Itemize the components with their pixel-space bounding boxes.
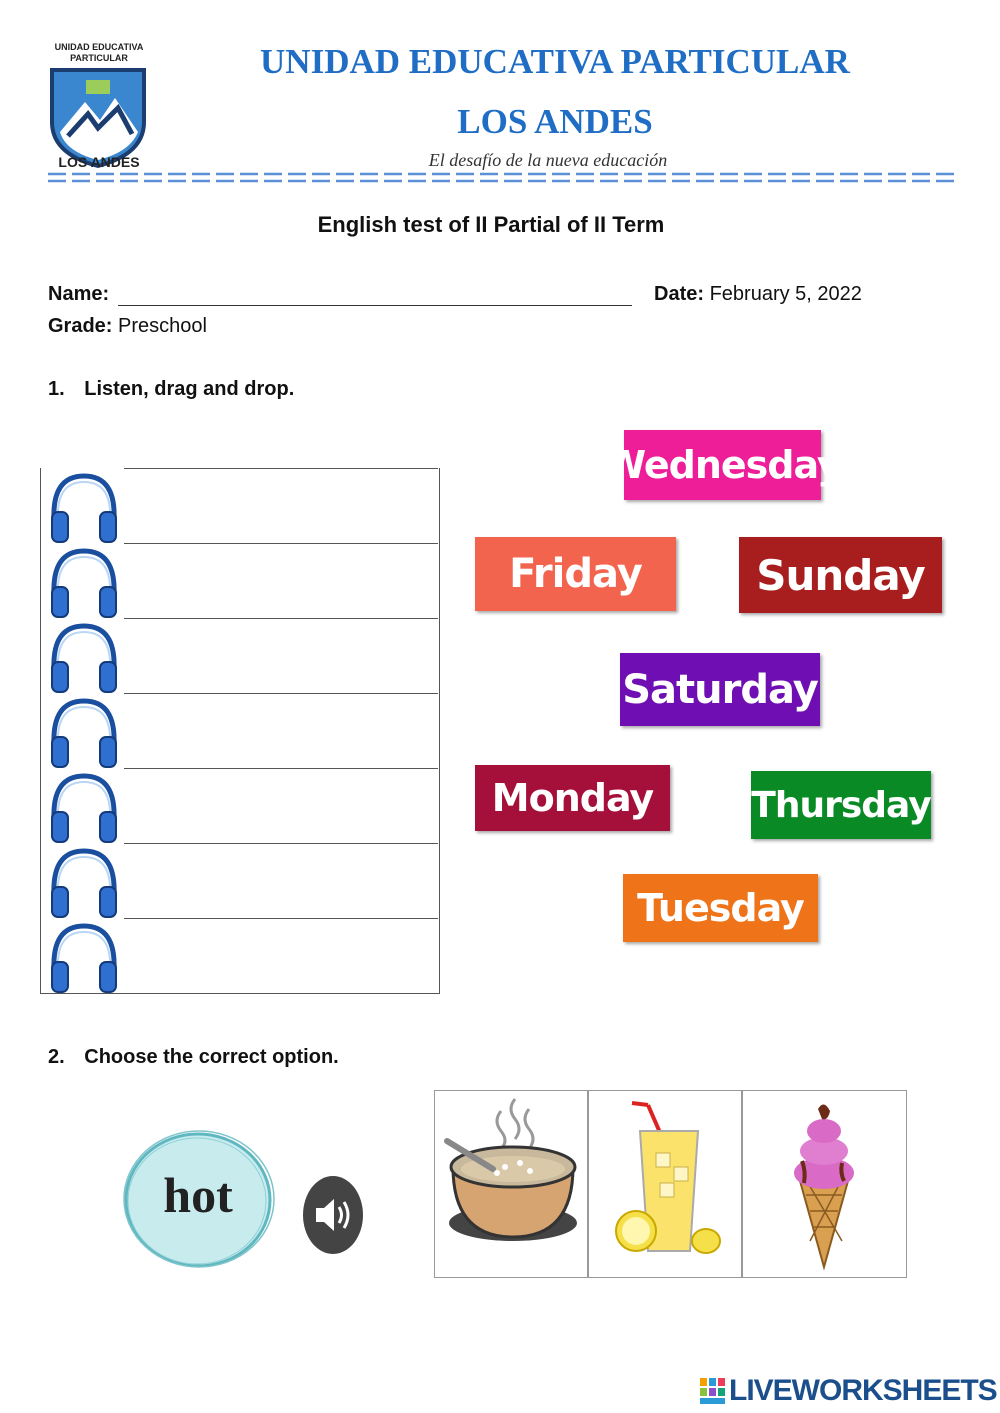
drop-zone[interactable] <box>124 768 438 844</box>
answer-row <box>40 618 438 693</box>
option-ice-cream[interactable] <box>741 1090 907 1278</box>
date-field <box>654 283 862 306</box>
question-1-number: 1. <box>48 378 65 400</box>
grade-field <box>48 315 207 338</box>
liveworksheets-logo-icon <box>700 1376 726 1406</box>
question-2-text: Choose the correct option. <box>84 1046 339 1068</box>
school-name-line1: UNIDAD EDUCATIVA PARTICULAR <box>260 42 850 81</box>
answer-row <box>40 468 438 543</box>
soup-image-icon <box>435 1091 588 1277</box>
question-2-number: 2. <box>48 1046 65 1068</box>
day-card-friday[interactable] <box>475 537 676 611</box>
footer-brand-text: LIVEWORKSHEETS <box>729 1374 997 1407</box>
header-dashed-divider <box>48 171 960 185</box>
name-input-line[interactable] <box>118 305 632 306</box>
answer-row <box>40 768 438 843</box>
day-card-sunday[interactable] <box>739 537 942 613</box>
option-soup[interactable] <box>434 1090 589 1278</box>
audio-button[interactable] <box>302 1175 364 1255</box>
day-card-label: Wednesday <box>604 443 841 487</box>
day-card-label: Saturday <box>622 666 818 713</box>
speaker-icon <box>302 1175 364 1255</box>
logo-top-text: UNIDAD EDUCATIVA PARTICULAR <box>54 42 144 63</box>
name-label: Name: <box>48 283 110 305</box>
day-card-label: Sunday <box>756 550 925 600</box>
answer-row <box>40 918 438 993</box>
headphones-icon[interactable] <box>44 843 124 919</box>
date-label: Date: <box>654 283 705 305</box>
question-2 <box>48 1046 339 1069</box>
name-field <box>48 283 109 306</box>
drop-zone[interactable] <box>124 468 438 544</box>
logo-bottom-text: LOS ANDES <box>58 154 140 170</box>
answer-row <box>40 693 438 768</box>
headphones-icon[interactable] <box>44 918 124 994</box>
day-card-label: Tuesday <box>637 886 804 930</box>
word-circle <box>120 1128 276 1272</box>
day-card-label: Thursday <box>751 784 931 826</box>
day-card-label: Friday <box>509 551 642 597</box>
drop-zone[interactable] <box>124 693 438 769</box>
day-card-monday[interactable] <box>475 765 670 831</box>
day-card-saturday[interactable] <box>620 653 820 726</box>
drop-zone[interactable] <box>124 543 438 619</box>
word-hot: hot <box>163 1167 233 1223</box>
day-card-thursday[interactable] <box>751 771 931 839</box>
lemonade-image-icon <box>588 1091 742 1277</box>
option-lemonade[interactable] <box>587 1090 743 1278</box>
drop-zone[interactable] <box>124 918 438 994</box>
footer-brand <box>700 1374 997 1408</box>
grade-label: Grade: <box>48 315 113 337</box>
question-1-text: Listen, drag and drop. <box>84 378 295 400</box>
question-1 <box>48 378 294 401</box>
grade-value: Preschool <box>118 315 207 337</box>
headphones-icon[interactable] <box>44 618 124 694</box>
day-card-wednesday[interactable] <box>604 430 841 500</box>
answer-row <box>40 543 438 618</box>
test-title: English test of II Partial of II Term <box>317 212 665 237</box>
headphones-icon[interactable] <box>44 693 124 769</box>
headphones-icon[interactable] <box>44 768 124 844</box>
date-value: February 5, 2022 <box>709 283 862 305</box>
drop-zone[interactable] <box>124 618 438 694</box>
day-card-label: Monday <box>491 776 654 820</box>
answer-row <box>40 843 438 918</box>
day-card-tuesday[interactable] <box>623 874 818 942</box>
headphones-icon[interactable] <box>44 543 124 619</box>
school-name-line2: LOS ANDES <box>457 102 653 141</box>
school-motto: El desafío de la nueva educación <box>428 150 668 170</box>
ice-cream-image-icon <box>742 1091 906 1277</box>
drop-zone[interactable] <box>124 843 438 919</box>
headphones-icon[interactable] <box>44 468 124 544</box>
